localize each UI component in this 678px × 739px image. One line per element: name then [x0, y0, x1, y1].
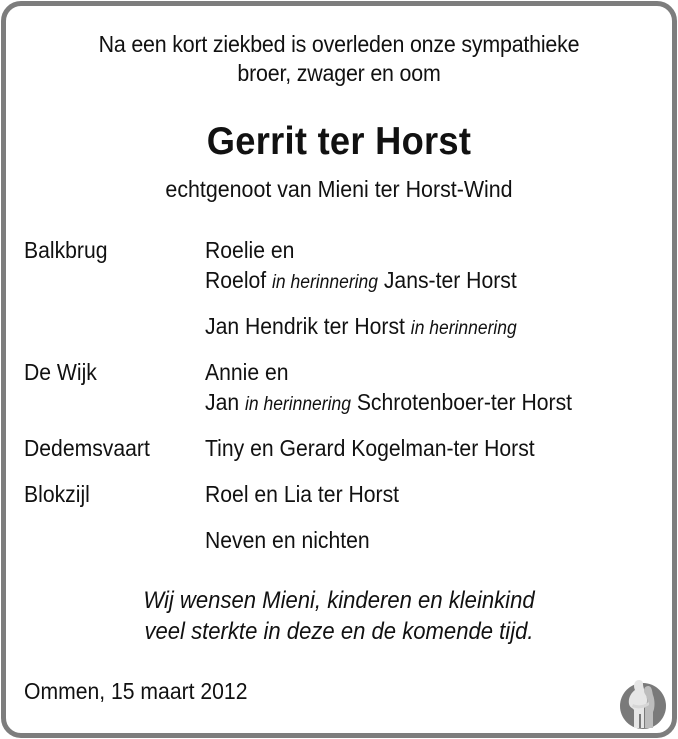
- in-memoriam-note: in herinnering: [245, 394, 351, 415]
- place-de-wijk: De Wijk: [24, 359, 97, 385]
- family-name-text: Neven en nichten: [205, 527, 370, 553]
- family-name-text: Jans-ter Horst: [377, 267, 517, 293]
- family-line: [205, 391, 572, 414]
- family-line: [205, 437, 535, 460]
- family-name-text: Annie en: [205, 359, 289, 385]
- in-memoriam-note: in herinnering: [272, 272, 378, 293]
- family-line: [205, 529, 370, 552]
- family-name-text: Roel en Lia ter Horst: [205, 481, 400, 507]
- family-line: [205, 361, 289, 384]
- family-name-text: Tiny en Gerard Kogelman-ter Horst: [205, 435, 535, 461]
- family-line: [205, 269, 517, 292]
- family-name-text: Roelie en: [205, 237, 295, 263]
- family-line: [205, 483, 399, 506]
- place-balkbrug: Balkbrug: [24, 237, 108, 263]
- family-line: [205, 239, 294, 262]
- place-date: Ommen, 15 maart 2012: [24, 678, 248, 704]
- deceased-name: Gerrit ter Horst: [206, 120, 472, 163]
- family-line: [205, 315, 517, 338]
- family-name-text: Jan: [205, 389, 246, 415]
- intro-line-1: Na een kort ziekbed is overleden onze sympathieke: [98, 31, 580, 57]
- family-name-text: Schrotenboer-ter Horst: [350, 389, 573, 415]
- intro-line-2: broer, zwager en oom: [237, 60, 441, 86]
- place-dedemsvaart: Dedemsvaart: [24, 435, 150, 461]
- place-blokzijl: Blokzijl: [24, 481, 90, 507]
- wish-line-2: veel sterkte in deze en de komende tijd.: [144, 618, 534, 645]
- family-name-text: Jan Hendrik ter Horst: [205, 313, 411, 339]
- wish-line-1: Wij wensen Mieni, kinderen en kleinkind: [143, 587, 535, 614]
- in-memoriam-note: in herinnering: [410, 318, 517, 339]
- spouse-line: echtgenoot van Mieni ter Horst-Wind: [165, 176, 513, 202]
- embracing-figures-logo-icon: [619, 678, 667, 730]
- family-name-text: Roelof: [205, 267, 273, 293]
